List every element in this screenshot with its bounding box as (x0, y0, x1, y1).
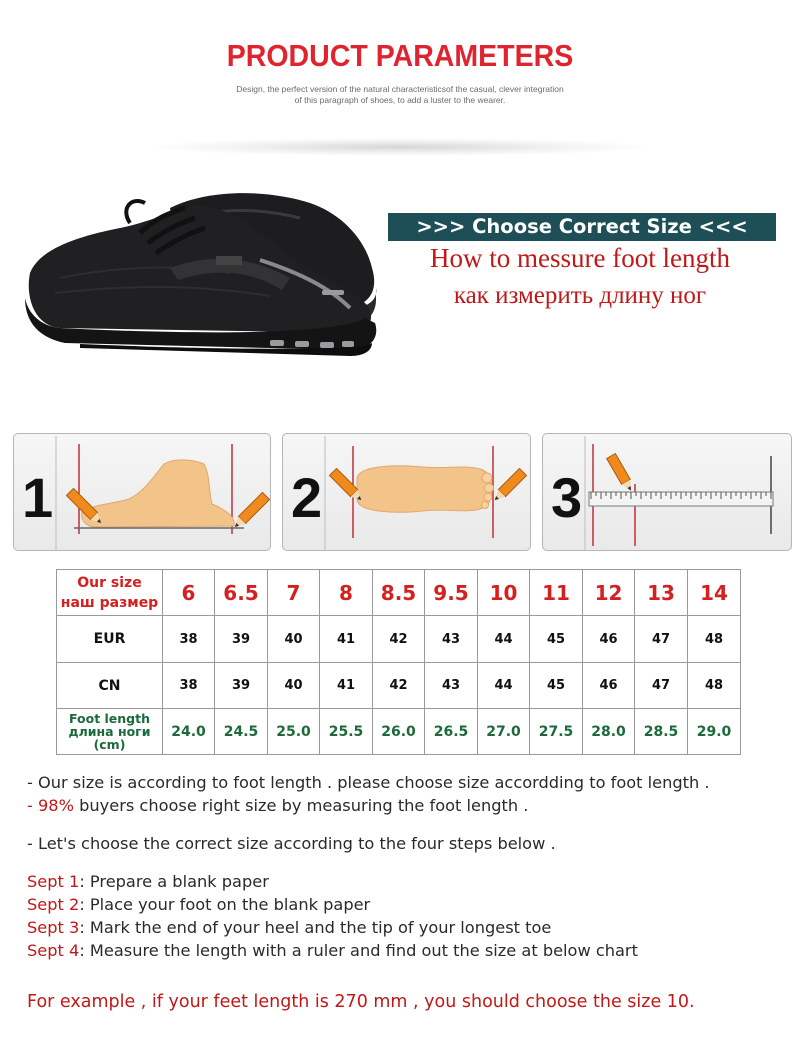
foot-length-label-unit: (cm) (93, 737, 126, 752)
eur-cell: 43 (425, 616, 478, 663)
instruction-step-2 (27, 895, 370, 914)
side-foot-illustration (14, 434, 271, 551)
step-panel-1 (13, 433, 271, 551)
cn-cell: 44 (478, 663, 530, 709)
how-to-measure-en: How to messure foot length (430, 243, 730, 273)
cn-row (57, 663, 741, 709)
subtitle-line-1: Design, the perfect version of the natural characteristicsof the casual, clever integration (236, 84, 564, 94)
foot-length-cell: 29.0 (688, 709, 741, 755)
foot-length-cell: 28.5 (635, 709, 688, 755)
instruction-step-text: : Measure the length with a ruler and find out the size at below chart (79, 941, 638, 960)
instruction-step-label: Sept 1 (27, 872, 80, 891)
eur-cell: 40 (268, 616, 320, 663)
pencil-icon (231, 492, 269, 530)
size-cell: 8 (320, 570, 373, 616)
page-title: PRODUCT PARAMETERS (226, 38, 574, 73)
cn-cell: 47 (635, 663, 688, 709)
step-panel-3 (542, 433, 792, 551)
size-cell: 6 (163, 570, 215, 616)
eur-cell: 39 (215, 616, 268, 663)
size-cell: 11 (530, 570, 583, 616)
eur-cell: 41 (320, 616, 373, 663)
size-cell: 9.5 (425, 570, 478, 616)
cn-cell: 39 (215, 663, 268, 709)
foot-length-cell: 24.0 (163, 709, 215, 755)
step-number-2: 2 (291, 466, 323, 529)
eur-cell: 47 (635, 616, 688, 663)
pencil-icon (607, 454, 636, 494)
eur-cell: 38 (163, 616, 215, 663)
instruction-step-label: Sept 4 (27, 941, 80, 960)
instruction-step-text: : Prepare a blank paper (79, 872, 269, 891)
top-foot-illustration (283, 434, 531, 551)
foot-length-cell: 25.0 (268, 709, 320, 755)
size-cell: 10 (478, 570, 530, 616)
eur-cell: 46 (583, 616, 635, 663)
instruction-step-text: : Mark the end of your heel and the tip of your longest toe (79, 918, 552, 937)
step-number-1: 1 (22, 466, 54, 529)
size-example: For example , if your feet length is 270 mm , you should choose the size 10. (27, 992, 695, 1012)
step-number-3: 3 (551, 466, 583, 529)
size-cell: 14 (688, 570, 741, 616)
cn-label: CN (57, 663, 163, 709)
note-line-1: - Our size is according to foot length . please choose size accordding to foot length . (27, 773, 710, 792)
eur-cell: 42 (373, 616, 425, 663)
foot-length-cell: 27.0 (478, 709, 530, 755)
foot-length-label-ru: длина ноги (68, 724, 151, 739)
size-cell: 6.5 (215, 570, 268, 616)
note-percent: - 98% (27, 796, 74, 815)
instruction-step-text: : Place your foot on the blank paper (79, 895, 371, 914)
cn-cell: 45 (530, 663, 583, 709)
note-line-2 (27, 796, 528, 815)
our-size-label (57, 570, 163, 616)
cn-cell: 48 (688, 663, 741, 709)
cn-cell: 46 (583, 663, 635, 709)
header-divider-shadow (150, 138, 650, 156)
foot-length-cell: 26.0 (373, 709, 425, 755)
choose-size-banner: >>> Choose Correct Size <<< (388, 213, 776, 241)
pencil-icon (491, 468, 526, 503)
our-size-label-ru: наш размер (60, 594, 159, 611)
instruction-step-label: Sept 3 (27, 918, 80, 937)
size-cell: 13 (635, 570, 688, 616)
note-line-3: - Let's choose the correct size according to the four steps below . (27, 834, 556, 853)
step-panel-2 (282, 433, 531, 551)
ruler-illustration (543, 434, 792, 551)
page-header (0, 0, 800, 160)
eur-cell: 48 (688, 616, 741, 663)
foot-side-shape (82, 460, 235, 527)
how-to-measure-ru: как измерить длину ног (453, 282, 707, 309)
subtitle-line-2: of this paragraph of shoes, to add a luster to the wearer. (294, 95, 506, 105)
note-line-2-text: buyers choose right size by measuring the foot length . (73, 796, 529, 815)
foot-length-cell: 26.5 (425, 709, 478, 755)
size-chart-table (56, 569, 741, 755)
cn-cell: 43 (425, 663, 478, 709)
foot-top-shape (357, 466, 492, 512)
our-size-label-en: Our size (77, 574, 142, 591)
cn-cell: 38 (163, 663, 215, 709)
instruction-step-3 (27, 918, 551, 937)
eur-cell: 45 (530, 616, 583, 663)
foot-length-cell: 28.0 (583, 709, 635, 755)
cn-cell: 40 (268, 663, 320, 709)
foot-length-cell: 25.5 (320, 709, 373, 755)
foot-length-label (57, 709, 163, 755)
size-cell: 8.5 (373, 570, 425, 616)
size-cell: 12 (583, 570, 635, 616)
our-size-row (57, 570, 741, 616)
size-cell: 7 (268, 570, 320, 616)
instruction-step-label: Sept 2 (27, 895, 80, 914)
eur-cell: 44 (478, 616, 530, 663)
cn-cell: 41 (320, 663, 373, 709)
foot-length-cell: 24.5 (215, 709, 268, 755)
instruction-step-4 (27, 941, 638, 960)
page-subtitle (0, 84, 800, 106)
instruction-step-1 (27, 872, 269, 891)
cn-cell: 42 (373, 663, 425, 709)
eur-label: EUR (57, 616, 163, 663)
shoe-image (20, 178, 390, 388)
foot-length-cell: 27.5 (530, 709, 583, 755)
foot-length-row (57, 709, 741, 755)
foot-length-label-en: Foot length (68, 711, 151, 726)
eur-row (57, 616, 741, 663)
